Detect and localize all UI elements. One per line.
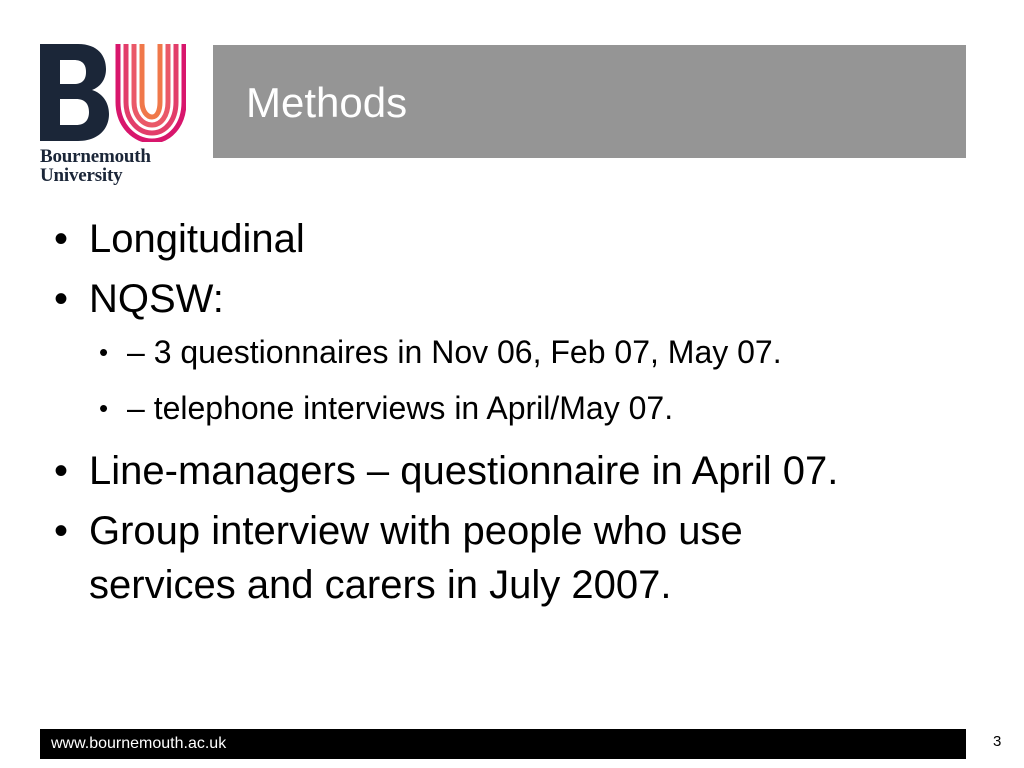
bu-logo-mark-icon [40,44,186,142]
logo-name-line2: University [40,165,123,186]
bullet-text: NQSW: [89,277,224,321]
bullet-dot-icon: • [99,393,109,423]
sub-bullet-text: – 3 questionnaires in Nov 06, Feb 07, May 07. [127,334,782,370]
bournemouth-university-logo [38,42,188,197]
title-bar [213,45,966,158]
bullet-dot-icon: • [54,449,69,493]
sub-bullet-item [97,332,982,372]
logo-wordmark [40,147,151,185]
sub-bullet-item [97,388,982,428]
bullet-text: Line-managers – questionnaire in April 07. [89,449,839,493]
bullet-dot-icon: • [54,217,69,261]
bullet-item [52,212,982,266]
bullet-text: Group interview with people who use services and carers in July 2007. [89,509,743,607]
slide-content [52,212,982,618]
footer-url: www.bournemouth.ac.uk [51,735,227,752]
bullet-dot-icon: • [54,277,69,321]
page-number: 3 [993,733,1002,750]
bullet-dot-icon: • [54,509,69,553]
bullet-dot-icon: • [99,337,109,367]
footer-bar [40,729,966,759]
slide-title: Methods [246,79,408,126]
bullet-item [52,272,982,326]
bullet-text: Longitudinal [89,217,305,261]
bullet-item [52,504,889,612]
sub-bullet-text: – telephone interviews in April/May 07. [127,390,674,426]
bullet-item [52,444,982,498]
logo-name-line1: Bournemouth [40,146,151,167]
